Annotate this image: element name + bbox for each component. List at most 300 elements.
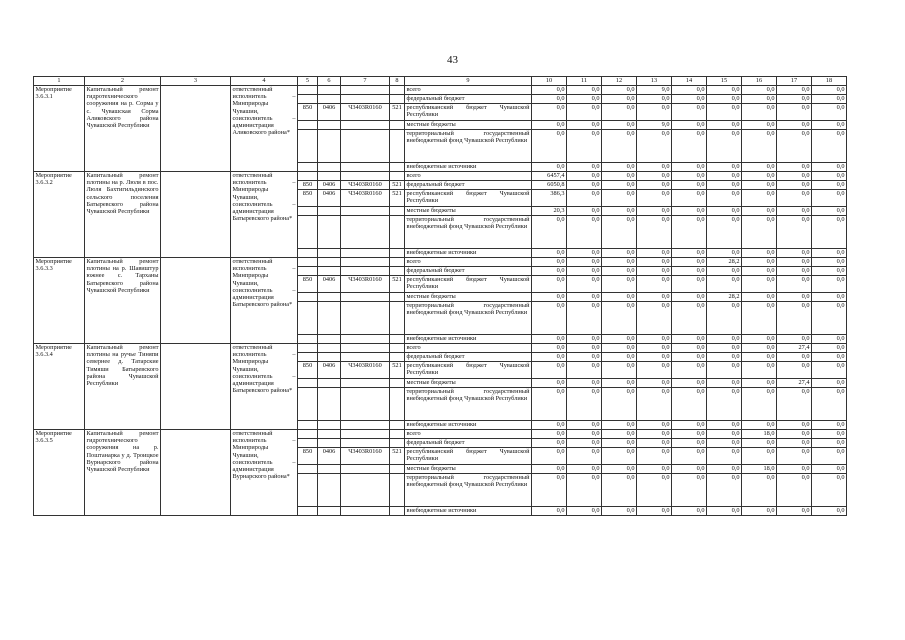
budget-code-c7: Ч3403R0160 — [341, 181, 390, 190]
funding-value: 0,0 — [672, 163, 707, 172]
budget-code-c8 — [390, 163, 405, 172]
funding-value: 0,0 — [742, 258, 777, 267]
budget-code-c6 — [318, 302, 341, 335]
budget-code-c7 — [341, 353, 390, 362]
funding-value: 0,0 — [812, 335, 847, 344]
funding-value: 0,0 — [602, 507, 637, 516]
budget-code-c6 — [318, 388, 341, 421]
funding-source-label: федеральный бюджет — [405, 95, 532, 104]
funding-value: 0,0 — [672, 430, 707, 439]
funding-value: 0,0 — [567, 267, 602, 276]
measure-code: Мероприятие 3.6.3.1 — [34, 86, 85, 172]
funding-value: 0,0 — [672, 121, 707, 130]
funding-value: 0,0 — [742, 474, 777, 507]
funding-value: 0,0 — [707, 95, 742, 104]
budget-code-c8 — [390, 86, 405, 95]
funding-value: 0,0 — [532, 86, 567, 95]
funding-value: 27,4 — [777, 379, 812, 388]
funding-value: 0,0 — [777, 302, 812, 335]
column-number-header: 7 — [341, 77, 390, 86]
funding-value: 0,0 — [742, 448, 777, 465]
funding-value: 0,0 — [532, 130, 567, 163]
budget-code-c6: 0406 — [318, 448, 341, 465]
funding-value: 0,0 — [602, 207, 637, 216]
budget-code-c8: 521 — [390, 362, 405, 379]
funding-source-label: местные бюджеты — [405, 379, 532, 388]
funding-value: 0,0 — [707, 421, 742, 430]
budget-code-c6 — [318, 421, 341, 430]
column-number-header: 5 — [298, 77, 318, 86]
measure-executor: ответственный исполнитель – Минприроды Чувашии, соисполнитель – администрация Аликовского района* — [231, 86, 298, 172]
funding-value: 0,0 — [742, 86, 777, 95]
funding-value: 0,0 — [567, 379, 602, 388]
funding-value: 9,0 — [637, 121, 672, 130]
budget-code-c6 — [318, 439, 341, 448]
measure-name: Капитальный ремонт гидротехнического сооружения на р. Сорма у с. Чувашская Сорма Аликовского района Чувашской Республики — [85, 86, 161, 172]
funding-value: 0,0 — [532, 335, 567, 344]
funding-table — [33, 76, 847, 516]
measure-name: Капитальный ремонт плотины на ручье Тиняпи севернее д. Татарские Тимяши Батыревского района Чувашской Республики — [85, 344, 161, 430]
funding-value: 0,0 — [742, 216, 777, 249]
funding-value: 0,0 — [707, 104, 742, 121]
budget-code-c7 — [341, 421, 390, 430]
budget-code-c6 — [318, 474, 341, 507]
budget-code-c6 — [318, 216, 341, 249]
funding-value: 0,0 — [672, 293, 707, 302]
budget-code-c6 — [318, 430, 341, 439]
funding-value: 0,0 — [707, 388, 742, 421]
funding-value: 0,0 — [742, 439, 777, 448]
budget-code-c7 — [341, 172, 390, 181]
funding-value: 0,0 — [637, 507, 672, 516]
funding-value: 0,0 — [672, 302, 707, 335]
funding-value: 0,0 — [707, 163, 742, 172]
funding-value: 0,0 — [672, 448, 707, 465]
budget-code-c5 — [298, 465, 318, 474]
column-number-header: 10 — [532, 77, 567, 86]
measure-executor: ответственный исполнитель – Минприроды Чувашии, соисполнитель – администрация Батыревского района* — [231, 172, 298, 258]
budget-code-c5 — [298, 353, 318, 362]
budget-code-c8 — [390, 207, 405, 216]
funding-source-label: внебюджетные источники — [405, 421, 532, 430]
budget-code-c7 — [341, 207, 390, 216]
funding-value: 0,0 — [812, 421, 847, 430]
funding-value: 0,0 — [637, 388, 672, 421]
funding-value: 0,0 — [777, 267, 812, 276]
funding-source-label: федеральный бюджет — [405, 439, 532, 448]
empty-cell — [161, 430, 231, 516]
funding-value: 0,0 — [812, 448, 847, 465]
budget-code-c5: 850 — [298, 181, 318, 190]
funding-value: 0,0 — [742, 104, 777, 121]
funding-value: 0,0 — [777, 249, 812, 258]
budget-code-c8 — [390, 267, 405, 276]
measure-code: Мероприятие 3.6.3.3 — [34, 258, 85, 344]
funding-value: 0,0 — [567, 353, 602, 362]
funding-value: 0,0 — [812, 344, 847, 353]
funding-value: 0,0 — [637, 267, 672, 276]
funding-value: 0,0 — [812, 362, 847, 379]
funding-value: 0,0 — [532, 430, 567, 439]
funding-value: 0,0 — [812, 163, 847, 172]
budget-code-c8 — [390, 293, 405, 302]
funding-value: 0,0 — [812, 181, 847, 190]
funding-value: 386,3 — [532, 190, 567, 207]
funding-source-label: внебюджетные источники — [405, 163, 532, 172]
funding-value: 0,0 — [812, 86, 847, 95]
column-number-header: 11 — [567, 77, 602, 86]
budget-code-c6 — [318, 95, 341, 104]
funding-source-label: территориальный государственный внебюджетный фонд Чувашской Республики — [405, 474, 532, 507]
funding-value: 0,0 — [777, 104, 812, 121]
funding-value: 0,0 — [602, 421, 637, 430]
funding-value: 0,0 — [602, 86, 637, 95]
budget-code-c5 — [298, 121, 318, 130]
funding-value: 0,0 — [742, 344, 777, 353]
funding-value: 0,0 — [567, 258, 602, 267]
funding-value: 20,3 — [532, 207, 567, 216]
budget-code-c7 — [341, 465, 390, 474]
funding-value: 28,2 — [707, 293, 742, 302]
funding-value: 0,0 — [707, 474, 742, 507]
funding-value: 0,0 — [742, 172, 777, 181]
funding-value: 6050,8 — [532, 181, 567, 190]
page-number: 43 — [447, 54, 458, 66]
funding-value: 0,0 — [532, 104, 567, 121]
funding-value: 0,0 — [637, 421, 672, 430]
funding-value: 0,0 — [707, 267, 742, 276]
budget-code-c6 — [318, 267, 341, 276]
budget-code-c7 — [341, 335, 390, 344]
budget-code-c8: 521 — [390, 104, 405, 121]
budget-code-c8 — [390, 465, 405, 474]
funding-value: 0,0 — [567, 104, 602, 121]
funding-value: 0,0 — [567, 95, 602, 104]
funding-value: 0,0 — [532, 344, 567, 353]
funding-value: 0,0 — [777, 172, 812, 181]
column-number-header: 12 — [602, 77, 637, 86]
budget-code-c5: 850 — [298, 362, 318, 379]
funding-value: 0,0 — [672, 439, 707, 448]
funding-value: 0,0 — [567, 439, 602, 448]
funding-value: 0,0 — [637, 207, 672, 216]
budget-code-c6 — [318, 335, 341, 344]
funding-value: 18,0 — [742, 465, 777, 474]
funding-value: 0,0 — [812, 353, 847, 362]
funding-value: 0,0 — [532, 258, 567, 267]
funding-value: 0,0 — [742, 362, 777, 379]
column-number-header: 18 — [812, 77, 847, 86]
funding-value: 0,0 — [567, 207, 602, 216]
funding-value: 0,0 — [637, 439, 672, 448]
funding-value: 0,0 — [777, 293, 812, 302]
funding-value: 0,0 — [602, 362, 637, 379]
funding-value: 0,0 — [777, 86, 812, 95]
budget-code-c6 — [318, 130, 341, 163]
budget-code-c6 — [318, 507, 341, 516]
funding-value: 0,0 — [532, 465, 567, 474]
funding-value: 0,0 — [812, 130, 847, 163]
funding-value: 0,0 — [707, 439, 742, 448]
funding-value: 0,0 — [742, 95, 777, 104]
budget-code-c8 — [390, 121, 405, 130]
funding-value: 0,0 — [637, 258, 672, 267]
funding-value: 0,0 — [637, 249, 672, 258]
funding-source-label: внебюджетные источники — [405, 507, 532, 516]
funding-value: 0,0 — [637, 362, 672, 379]
funding-value: 0,0 — [672, 379, 707, 388]
budget-code-c6 — [318, 353, 341, 362]
funding-source-label: всего — [405, 430, 532, 439]
measure-name: Капитальный ремонт плотины на р. Люля в пос. Люля Бахтигильдинского сельского поселения Батыревского района Чувашской Республики — [85, 172, 161, 258]
funding-value: 0,0 — [567, 121, 602, 130]
budget-code-c8 — [390, 258, 405, 267]
funding-value: 0,0 — [777, 121, 812, 130]
budget-code-c5 — [298, 344, 318, 353]
funding-value: 0,0 — [707, 216, 742, 249]
table-row — [34, 430, 847, 439]
funding-value: 0,0 — [637, 190, 672, 207]
funding-value: 0,0 — [637, 430, 672, 439]
funding-value: 0,0 — [672, 95, 707, 104]
budget-code-c5 — [298, 335, 318, 344]
funding-value: 0,0 — [777, 474, 812, 507]
column-number-header: 1 — [34, 77, 85, 86]
funding-value: 0,0 — [637, 302, 672, 335]
budget-code-c6: 0406 — [318, 104, 341, 121]
funding-value: 0,0 — [742, 249, 777, 258]
column-number-header: 17 — [777, 77, 812, 86]
budget-code-c7 — [341, 95, 390, 104]
funding-value: 0,0 — [567, 163, 602, 172]
funding-value: 0,0 — [602, 465, 637, 474]
budget-code-c8: 521 — [390, 448, 405, 465]
funding-value: 0,0 — [777, 439, 812, 448]
funding-value: 0,0 — [532, 421, 567, 430]
funding-value: 0,0 — [812, 258, 847, 267]
funding-value: 0,0 — [567, 344, 602, 353]
table-row — [34, 86, 847, 95]
budget-code-c7 — [341, 474, 390, 507]
funding-value: 27,4 — [777, 344, 812, 353]
measure-code: Мероприятие 3.6.3.2 — [34, 172, 85, 258]
funding-value: 0,0 — [637, 276, 672, 293]
funding-value: 0,0 — [707, 302, 742, 335]
funding-value: 0,0 — [602, 190, 637, 207]
funding-value: 18,0 — [742, 430, 777, 439]
funding-value: 0,0 — [707, 362, 742, 379]
funding-value: 0,0 — [812, 439, 847, 448]
funding-value: 0,0 — [567, 430, 602, 439]
column-number-header: 8 — [390, 77, 405, 86]
funding-value: 9,0 — [637, 86, 672, 95]
funding-value: 0,0 — [742, 276, 777, 293]
funding-value: 0,0 — [602, 95, 637, 104]
table-row — [34, 172, 847, 181]
funding-source-label: всего — [405, 258, 532, 267]
measure-executor: ответственный исполнитель – Минприроды Чувашии, соисполнитель – администрация Батыревского района* — [231, 258, 298, 344]
funding-value: 0,0 — [742, 190, 777, 207]
budget-code-c7 — [341, 293, 390, 302]
funding-value: 0,0 — [532, 267, 567, 276]
funding-value: 0,0 — [672, 267, 707, 276]
funding-value: 0,0 — [602, 181, 637, 190]
funding-value: 0,0 — [567, 130, 602, 163]
budget-code-c5 — [298, 172, 318, 181]
funding-source-label: республиканский бюджет Чувашской Республики — [405, 362, 532, 379]
funding-value: 0,0 — [602, 249, 637, 258]
budget-code-c7: Ч3403R0160 — [341, 190, 390, 207]
funding-value: 0,0 — [707, 207, 742, 216]
funding-value: 0,0 — [567, 172, 602, 181]
budget-code-c6 — [318, 344, 341, 353]
funding-value: 0,0 — [812, 249, 847, 258]
funding-value: 0,0 — [812, 388, 847, 421]
funding-value: 0,0 — [532, 362, 567, 379]
budget-code-c7 — [341, 163, 390, 172]
column-number-header: 9 — [405, 77, 532, 86]
funding-value: 0,0 — [742, 421, 777, 430]
funding-value: 0,0 — [777, 130, 812, 163]
funding-value: 0,0 — [672, 207, 707, 216]
funding-value: 0,0 — [532, 439, 567, 448]
funding-value: 0,0 — [707, 344, 742, 353]
funding-value: 0,0 — [602, 448, 637, 465]
funding-value: 0,0 — [812, 276, 847, 293]
budget-code-c5 — [298, 439, 318, 448]
funding-source-label: республиканский бюджет Чувашской Республики — [405, 104, 532, 121]
funding-value: 0,0 — [637, 104, 672, 121]
budget-code-c6 — [318, 249, 341, 258]
funding-value: 0,0 — [672, 362, 707, 379]
funding-value: 0,0 — [602, 172, 637, 181]
funding-source-label: местные бюджеты — [405, 465, 532, 474]
funding-value: 0,0 — [742, 388, 777, 421]
funding-value: 0,0 — [777, 207, 812, 216]
funding-value: 0,0 — [707, 86, 742, 95]
funding-value: 0,0 — [532, 163, 567, 172]
column-number-header: 2 — [85, 77, 161, 86]
budget-code-c8 — [390, 474, 405, 507]
budget-code-c5 — [298, 216, 318, 249]
budget-code-c7 — [341, 430, 390, 439]
funding-value: 0,0 — [637, 181, 672, 190]
budget-code-c6 — [318, 172, 341, 181]
funding-value: 0,0 — [742, 335, 777, 344]
funding-value: 0,0 — [707, 249, 742, 258]
budget-code-c7 — [341, 379, 390, 388]
budget-code-c5: 850 — [298, 276, 318, 293]
funding-value: 0,0 — [777, 258, 812, 267]
funding-value: 0,0 — [812, 474, 847, 507]
funding-value: 0,0 — [812, 121, 847, 130]
budget-code-c8 — [390, 421, 405, 430]
funding-value: 0,0 — [532, 353, 567, 362]
funding-value: 0,0 — [602, 335, 637, 344]
budget-code-c8: 521 — [390, 276, 405, 293]
funding-value: 0,0 — [812, 207, 847, 216]
funding-value: 0,0 — [777, 335, 812, 344]
funding-value: 0,0 — [567, 302, 602, 335]
funding-value: 0,0 — [742, 267, 777, 276]
budget-code-c6: 0406 — [318, 190, 341, 207]
budget-code-c5 — [298, 379, 318, 388]
budget-code-c8 — [390, 379, 405, 388]
funding-value: 0,0 — [777, 353, 812, 362]
measure-name: Капитальный ремонт гидротехнического сооружения на р. Поштанарка у д. Троицкое Вурнарского района Чувашской Республики — [85, 430, 161, 516]
funding-value: 0,0 — [742, 207, 777, 216]
funding-value: 0,0 — [812, 172, 847, 181]
budget-code-c5 — [298, 86, 318, 95]
funding-source-label: внебюджетные источники — [405, 249, 532, 258]
funding-source-label: республиканский бюджет Чувашской Республики — [405, 276, 532, 293]
funding-value: 0,0 — [567, 335, 602, 344]
column-number-header: 16 — [742, 77, 777, 86]
funding-value: 0,0 — [567, 86, 602, 95]
budget-code-c7 — [341, 344, 390, 353]
funding-value: 0,0 — [672, 507, 707, 516]
header-row — [34, 77, 847, 86]
budget-code-c5 — [298, 421, 318, 430]
funding-value: 0,0 — [777, 362, 812, 379]
funding-value: 0,0 — [812, 104, 847, 121]
table-row — [34, 258, 847, 267]
funding-value: 0,0 — [567, 293, 602, 302]
funding-value: 0,0 — [672, 130, 707, 163]
budget-code-c5 — [298, 207, 318, 216]
funding-source-label: местные бюджеты — [405, 207, 532, 216]
funding-value: 0,0 — [637, 130, 672, 163]
funding-value: 0,0 — [567, 465, 602, 474]
funding-value: 0,0 — [567, 216, 602, 249]
funding-source-label: федеральный бюджет — [405, 267, 532, 276]
budget-code-c8 — [390, 216, 405, 249]
budget-code-c6 — [318, 465, 341, 474]
funding-value: 0,0 — [777, 388, 812, 421]
funding-value: 0,0 — [602, 276, 637, 293]
funding-source-label: республиканский бюджет Чувашской Республики — [405, 448, 532, 465]
measure-name: Капитальный ремонт плотины на р. Шавиштур южнее с. Тарханы Батыревского района Чувашской Республики — [85, 258, 161, 344]
budget-code-c7 — [341, 86, 390, 95]
budget-code-c8 — [390, 388, 405, 421]
column-number-header: 14 — [672, 77, 707, 86]
funding-value: 0,0 — [532, 388, 567, 421]
budget-code-c7 — [341, 249, 390, 258]
funding-value: 0,0 — [742, 353, 777, 362]
funding-value: 0,0 — [777, 181, 812, 190]
funding-value: 0,0 — [602, 258, 637, 267]
budget-code-c5 — [298, 163, 318, 172]
funding-value: 0,0 — [637, 95, 672, 104]
funding-source-label: территориальный государственный внебюджетный фонд Чувашской Республики — [405, 388, 532, 421]
funding-source-label: территориальный государственный внебюджетный фонд Чувашской Республики — [405, 302, 532, 335]
budget-code-c8 — [390, 172, 405, 181]
funding-value: 0,0 — [567, 448, 602, 465]
funding-value: 0,0 — [532, 448, 567, 465]
measure-code: Мероприятие 3.6.3.5 — [34, 430, 85, 516]
funding-value: 0,0 — [672, 335, 707, 344]
funding-value: 0,0 — [602, 267, 637, 276]
empty-cell — [161, 258, 231, 344]
budget-code-c6 — [318, 121, 341, 130]
column-number-header: 13 — [637, 77, 672, 86]
budget-code-c5 — [298, 130, 318, 163]
funding-value: 0,0 — [777, 448, 812, 465]
funding-value: 0,0 — [532, 302, 567, 335]
funding-value: 0,0 — [602, 216, 637, 249]
column-number-header: 4 — [231, 77, 298, 86]
funding-value: 0,0 — [602, 293, 637, 302]
